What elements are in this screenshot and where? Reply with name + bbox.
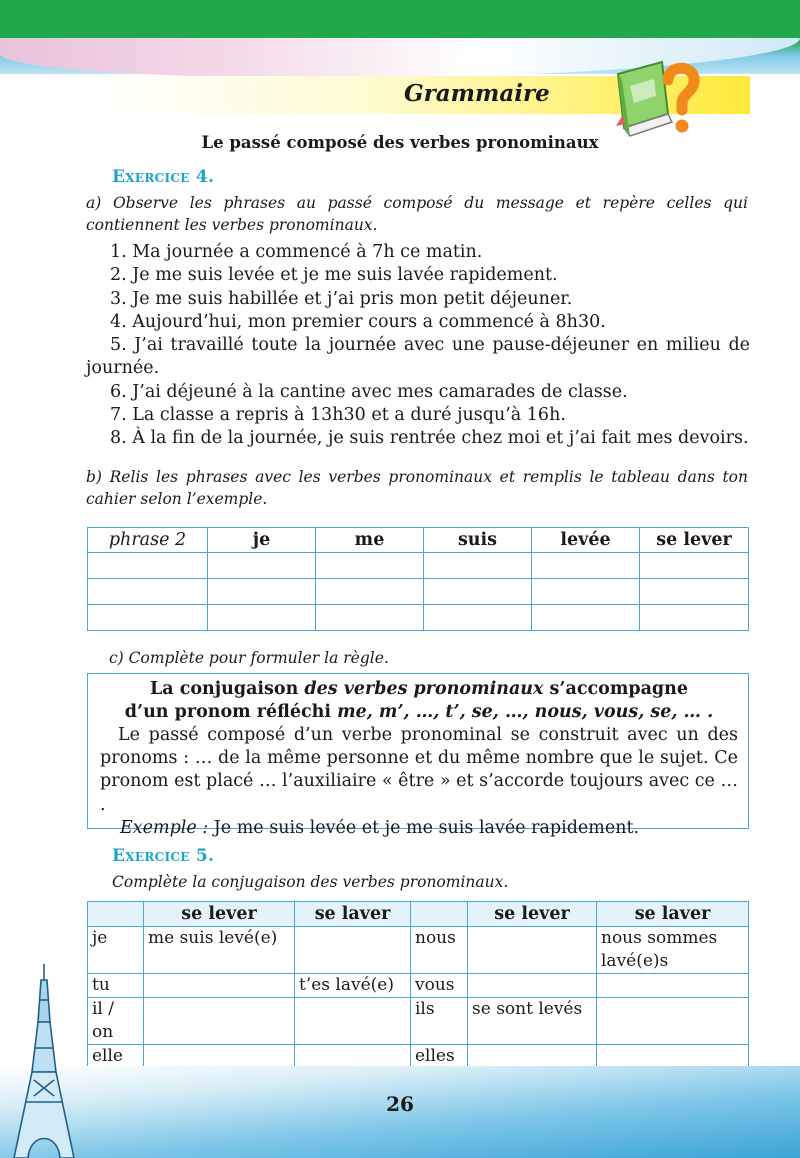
example-label: Exemple : [120, 817, 209, 838]
table-cell: il / on [88, 998, 144, 1045]
table-row [88, 553, 749, 579]
rule-text-italic: des verbes pronominaux [304, 679, 544, 699]
sentence-5: 5. J’ai travaillé toute la journée avec une pause-déjeuner en milieu de journée. [86, 335, 750, 379]
table-cell [208, 605, 316, 631]
table-cell [88, 553, 208, 579]
table-cell [208, 553, 316, 579]
table-cell: vous [411, 974, 468, 998]
rule-text-italic: me, m’, …, t’, se, …, nous, vous, se, … . [337, 702, 714, 722]
table-cell [208, 579, 316, 605]
rule-line-1 [100, 678, 738, 701]
table-header-cell: se lever [144, 902, 295, 927]
exercise-4-label: Exercice 4. [112, 167, 215, 187]
table-cell [295, 998, 411, 1045]
table-row [88, 927, 749, 974]
sentence-1: 1. Ma journée a commencé à 7h ce matin. [110, 242, 483, 262]
table-cell [316, 553, 424, 579]
table-cell [640, 605, 749, 631]
table-row [88, 579, 749, 605]
table-header-cell [88, 902, 144, 927]
exercise-5-label: Exercice 5. [112, 846, 215, 866]
table-cell [316, 605, 424, 631]
table-cell [295, 1045, 411, 1069]
instruction-c: c) Complète pour formuler la règle. [109, 649, 389, 667]
table-header-cell [411, 902, 468, 927]
table-header-cell: suis [424, 528, 532, 553]
table-cell [597, 974, 749, 998]
table-row [88, 998, 749, 1045]
table-cell: nous sommes lavé(e)s [597, 927, 749, 974]
table-header-cell: me [316, 528, 424, 553]
table-cell [532, 605, 640, 631]
rule-text: La conjugaison [149, 679, 305, 699]
table-cell [295, 927, 411, 974]
table-header-row [88, 902, 749, 927]
exercise-5-instruction: Complète la conjugaison des verbes pronominaux. [112, 873, 509, 891]
table-cell [640, 579, 749, 605]
sentence-3: 3. Je me suis habillée et j’ai pris mon petit déjeuner. [110, 288, 573, 309]
table-cell [144, 998, 295, 1045]
example-text: Je me suis levée et je me suis lavée rapidement. [208, 817, 640, 838]
table-header-cell: je [208, 528, 316, 553]
sentence-2: 2. Je me suis levée et je me suis lavée rapidement. [110, 265, 558, 286]
table-cell [88, 605, 208, 631]
instruction-b: b) Relis les phrases avec les verbes pronominaux et remplis le tableau dans ton cahier selon l’exemple. [86, 468, 748, 508]
table-cell [424, 605, 532, 631]
rule-example [100, 817, 738, 840]
rule-body: Le passé composé d’un verbe pronominal se construit avec un des pronoms : … de la même personne et du même nombre que le sujet. Ce pronom est placé … l’auxiliaire « être » et s’accorde toujours avec ce … . [100, 725, 738, 815]
book-question-icon [610, 56, 702, 138]
table-header-cell: levée [532, 528, 640, 553]
page-number: 26 [386, 1092, 414, 1116]
conjugation-table [87, 901, 749, 1069]
table-cell [424, 579, 532, 605]
table-header-cell: se lever [640, 528, 749, 553]
rule-line-2 [100, 701, 738, 724]
rule-box [87, 673, 749, 838]
section-title: Grammaire [404, 80, 550, 107]
table-header-row [88, 528, 749, 553]
table-header-cell: phrase 2 [88, 528, 208, 553]
table-cell: me suis levé(e) [144, 927, 295, 974]
table-cell [88, 579, 208, 605]
table-cell: elle [88, 1045, 144, 1069]
table-cell [316, 579, 424, 605]
table-cell: elles [411, 1045, 468, 1069]
instruction-a: a) Observe les phrases au passé composé du message et repère celles qui contiennent les verbes pronominaux. [86, 194, 748, 234]
rule-text: d’un pronom réfléchi [124, 702, 338, 722]
table-header-cell: se lever [468, 902, 597, 927]
sentence-7: 7. La classe a repris à 13h30 et a duré jusqu’à 16h. [110, 405, 566, 426]
table-cell: nous [411, 927, 468, 974]
table-cell [468, 974, 597, 998]
table-cell [424, 553, 532, 579]
table-row [88, 605, 749, 631]
eiffel-tower-icon [8, 962, 80, 1158]
example-table [87, 527, 749, 631]
table-cell: je [88, 927, 144, 974]
table-cell [532, 553, 640, 579]
sentence-6: 6. J’ai déjeuné à la cantine avec mes camarades de classe. [110, 381, 628, 402]
table-cell [640, 553, 749, 579]
table-header-cell: se laver [295, 902, 411, 927]
table-cell [532, 579, 640, 605]
table-cell: ils [411, 998, 468, 1045]
table-cell: tu [88, 974, 144, 998]
rule-text: s’accompagne [543, 679, 689, 699]
table-cell [468, 1045, 597, 1069]
table-row [88, 1045, 749, 1069]
table-header-cell: se laver [597, 902, 749, 927]
table-cell [144, 974, 295, 998]
table-cell [468, 927, 597, 974]
lesson-heading: Le passé composé des verbes pronominaux [201, 133, 599, 152]
sentence-8: 8. À la fin de la journée, je suis rentrée chez moi et j’ai fait mes devoirs. [110, 428, 749, 449]
table-cell: se sont levés [468, 998, 597, 1045]
sentence-4: 4. Aujourd’hui, mon premier cours a commencé à 8h30. [110, 311, 606, 332]
table-cell: t’es lavé(e) [295, 974, 411, 998]
table-cell [597, 1045, 749, 1069]
table-cell [597, 998, 749, 1045]
table-cell [144, 1045, 295, 1069]
table-row [88, 974, 749, 998]
sentence-list [86, 241, 750, 451]
